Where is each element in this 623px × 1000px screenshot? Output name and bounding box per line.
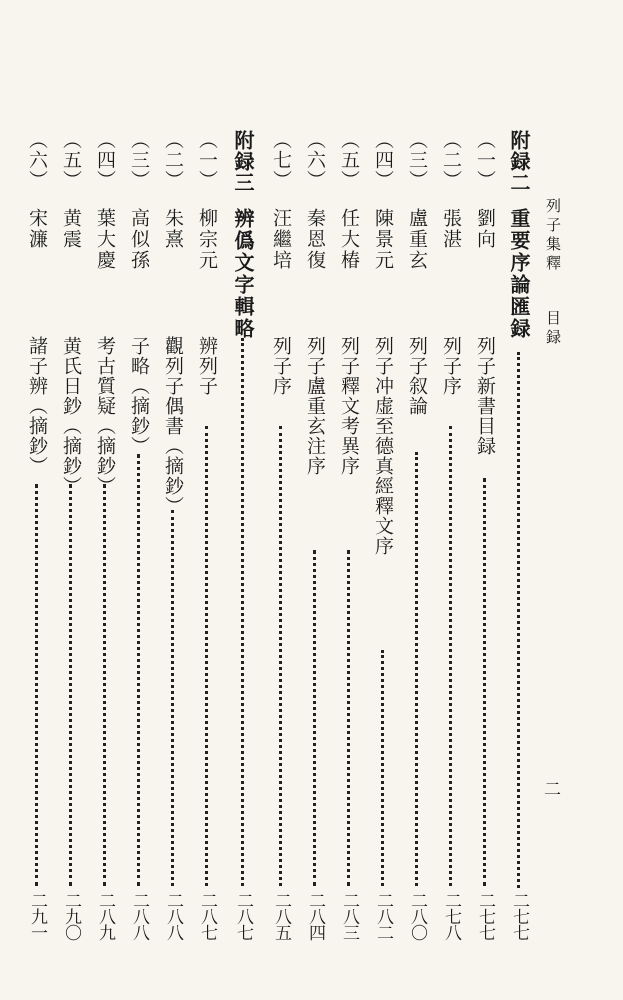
toc-entry[interactable] (267, 130, 295, 940)
toc-entry[interactable] (437, 130, 465, 940)
entry-author: 汪繼培 (270, 208, 292, 271)
toc-entry[interactable] (193, 130, 221, 940)
entry-title: 列子序 (270, 336, 292, 396)
page-ref: 二八八 (129, 892, 149, 940)
entry-title: 黄氏日鈔（摘鈔） (60, 336, 82, 496)
entry-title: 列子冲虚至德真經釋文序 (372, 336, 394, 556)
page-ref: 二八八 (163, 892, 183, 940)
entry-author: 柳宗元 (196, 208, 218, 271)
entry-title: 辨列子 (196, 336, 218, 396)
leader-dots (415, 452, 422, 886)
page-ref: 二七八 (441, 892, 461, 940)
entry-title: 考古質疑（摘鈔） (94, 336, 116, 496)
toc-entry[interactable] (125, 130, 153, 940)
page-ref: 二九〇 (61, 892, 81, 940)
entry-author: 秦恩復 (304, 208, 326, 271)
running-header (543, 198, 563, 348)
leader-dots (205, 426, 212, 886)
entry-number: （五） (338, 130, 360, 190)
entry-title: 列子盧重玄注序 (304, 336, 326, 476)
page-number: 二 (540, 780, 560, 797)
entry-title: 列子新書目録 (474, 336, 496, 456)
toc-entry[interactable] (57, 130, 85, 940)
toc-entry[interactable] (301, 130, 329, 940)
page-ref: 二八七 (233, 892, 253, 940)
leader-dots (171, 510, 178, 886)
page-ref: 二八七 (197, 892, 217, 940)
leader-dots (279, 426, 286, 886)
section-heading: 目録 (544, 309, 562, 348)
entry-number: （五） (60, 130, 82, 190)
toc-entry[interactable] (91, 130, 119, 940)
entry-author: 葉大慶 (94, 208, 116, 271)
leader-dots (241, 338, 248, 886)
toc-entry[interactable] (159, 130, 187, 940)
entry-number: （四） (94, 130, 116, 190)
leader-dots (35, 484, 42, 886)
leader-dots (449, 426, 456, 886)
entry-author: 盧重玄 (406, 208, 428, 271)
entry-number: （七） (270, 130, 292, 190)
entry-author: 陳景元 (372, 208, 394, 271)
page-ref: 二八二 (373, 892, 393, 940)
toc-entry[interactable] (23, 130, 51, 940)
leader-dots (347, 550, 354, 886)
entry-number: （一） (474, 130, 496, 190)
entry-number: （三） (406, 130, 428, 190)
entry-author: 劉向 (474, 208, 496, 250)
page-ref: 二七七 (475, 892, 495, 940)
leader-dots (313, 550, 320, 886)
leader-dots (381, 650, 388, 886)
entry-number: （二） (162, 130, 184, 190)
entry-author: 高似孫 (128, 208, 150, 271)
entry-author: 張湛 (440, 208, 462, 250)
toc-entry[interactable] (335, 130, 363, 940)
page-ref: 二八〇 (407, 892, 427, 940)
page-ref: 二八九 (95, 892, 115, 940)
entry-title: 列子叙論 (406, 336, 428, 416)
entry-title: 諸子辨（摘鈔） (26, 336, 48, 476)
leader-dots (69, 484, 76, 886)
entry-number: （六） (26, 130, 48, 190)
entry-title: 觀列子偶書（摘鈔） (162, 336, 184, 516)
page-ref: 二七七 (509, 892, 529, 940)
entry-number: （三） (128, 130, 150, 190)
entry-number: （六） (304, 130, 326, 190)
leader-dots (483, 478, 490, 886)
section-label: 附録二 (507, 130, 531, 193)
entry-title: 列子釋文考異序 (338, 336, 360, 476)
leader-dots (517, 352, 524, 888)
entry-author: 朱熹 (162, 208, 184, 250)
entry-title: 列子序 (440, 336, 462, 396)
page-ref: 二八五 (271, 892, 291, 940)
entry-title: 子略（摘鈔） (128, 336, 150, 456)
section-title: 辨僞文字輯略 (231, 208, 255, 340)
page-ref: 二八四 (305, 892, 325, 940)
toc-entry[interactable] (369, 130, 397, 940)
entry-author: 宋濂 (26, 208, 48, 250)
entry-number: （四） (372, 130, 394, 190)
entry-number: （一） (196, 130, 218, 190)
toc-entry[interactable] (471, 130, 499, 940)
entry-author: 任大椿 (338, 208, 360, 271)
page-ref: 二九一 (27, 892, 47, 940)
page-ref: 二八三 (339, 892, 359, 940)
toc-section-appendix-2[interactable] (505, 130, 533, 940)
entry-number: （二） (440, 130, 462, 190)
leader-dots (103, 484, 110, 886)
entry-author: 黄震 (60, 208, 82, 250)
section-title: 重要序論匯録 (507, 208, 531, 340)
toc-entry[interactable] (403, 130, 431, 940)
book-title: 列子集釋 (544, 198, 562, 274)
leader-dots (137, 454, 144, 886)
section-label: 附録三 (231, 130, 255, 193)
toc-section-appendix-3[interactable] (229, 130, 257, 940)
